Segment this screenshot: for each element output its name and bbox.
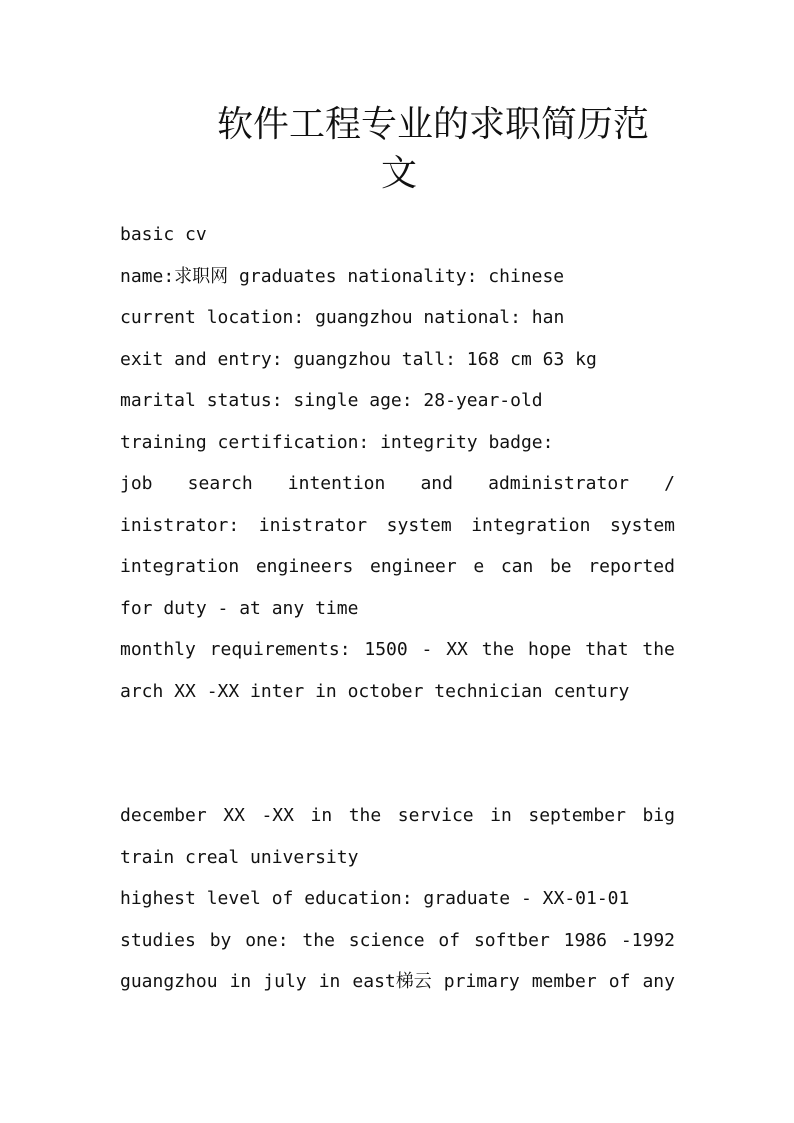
word: integration (471, 515, 591, 536)
word: softber (473, 930, 550, 951)
text-line: basic cv (120, 224, 207, 245)
text-line: highest level of education: graduate - XX-01-01 (120, 888, 630, 909)
word: guangzhou (120, 971, 218, 992)
justified-line (120, 473, 675, 495)
word: science (348, 930, 425, 951)
word: inistrator: (120, 515, 240, 536)
word: of (438, 930, 461, 951)
word: one: (245, 930, 289, 951)
document-title: 软件工程专业的求职简历范 (216, 104, 649, 145)
justified-line (120, 971, 675, 993)
text-line: train creal university (120, 847, 359, 868)
word: primary (443, 971, 520, 992)
word: administrator (488, 473, 629, 494)
word: of (608, 971, 631, 992)
text-line: marital status: single age: 28-year-old (120, 390, 543, 411)
text-line: name:求职网 graduates nationality: chinese (120, 266, 565, 287)
word: and (420, 473, 453, 494)
word: 1500 (364, 639, 408, 660)
word: XX (446, 639, 468, 660)
word: the (481, 639, 515, 660)
word: reported (588, 556, 675, 577)
text-line: training certification: integrity badge: (120, 432, 554, 453)
word: requirements: (209, 639, 351, 660)
word: july (263, 971, 307, 992)
word: e (473, 556, 485, 577)
word: that (585, 639, 629, 660)
word: east梯云 (352, 971, 432, 992)
word: big (642, 805, 675, 826)
text-line: current location: guangzhou national: han (120, 307, 565, 328)
word: engineer (370, 556, 457, 577)
word: the (348, 805, 382, 826)
word: intention (287, 473, 386, 494)
word: the (642, 639, 675, 660)
word: studies (120, 930, 196, 951)
word: service (397, 805, 474, 826)
word: in (310, 805, 333, 826)
word: -1992 (620, 930, 675, 951)
word: in (318, 971, 341, 992)
word: monthly (120, 639, 196, 660)
word: december (120, 805, 207, 826)
word: in (229, 971, 252, 992)
word: system (386, 515, 452, 536)
word: any (642, 971, 675, 992)
word: member (531, 971, 597, 992)
word: system (609, 515, 675, 536)
word: 1986 (563, 930, 607, 951)
justified-line (120, 639, 675, 661)
justified-line (120, 805, 675, 827)
justified-line (120, 515, 675, 537)
text-line: arch XX -XX inter in october technician century (120, 681, 630, 702)
word: september (528, 805, 626, 826)
word: can (500, 556, 534, 577)
word: job (120, 473, 153, 494)
document-title-continued: 文 (380, 153, 417, 194)
word: hope (528, 639, 572, 660)
text-line: exit and entry: guangzhou tall: 168 cm 63 kg (120, 349, 597, 370)
word: XX (223, 805, 245, 826)
word: the (302, 930, 335, 951)
word: search (187, 473, 253, 494)
word: / (664, 473, 675, 494)
word: in (490, 805, 512, 826)
text-line: for duty - at any time (120, 598, 359, 619)
justified-line (120, 930, 675, 952)
word: by (209, 930, 232, 951)
word: inistrator (258, 515, 368, 536)
word: - (421, 639, 433, 660)
justified-line (120, 556, 675, 578)
word: engineers (255, 556, 354, 577)
word: -XX (261, 805, 294, 826)
word: integration (120, 556, 240, 577)
word: be (549, 556, 572, 577)
